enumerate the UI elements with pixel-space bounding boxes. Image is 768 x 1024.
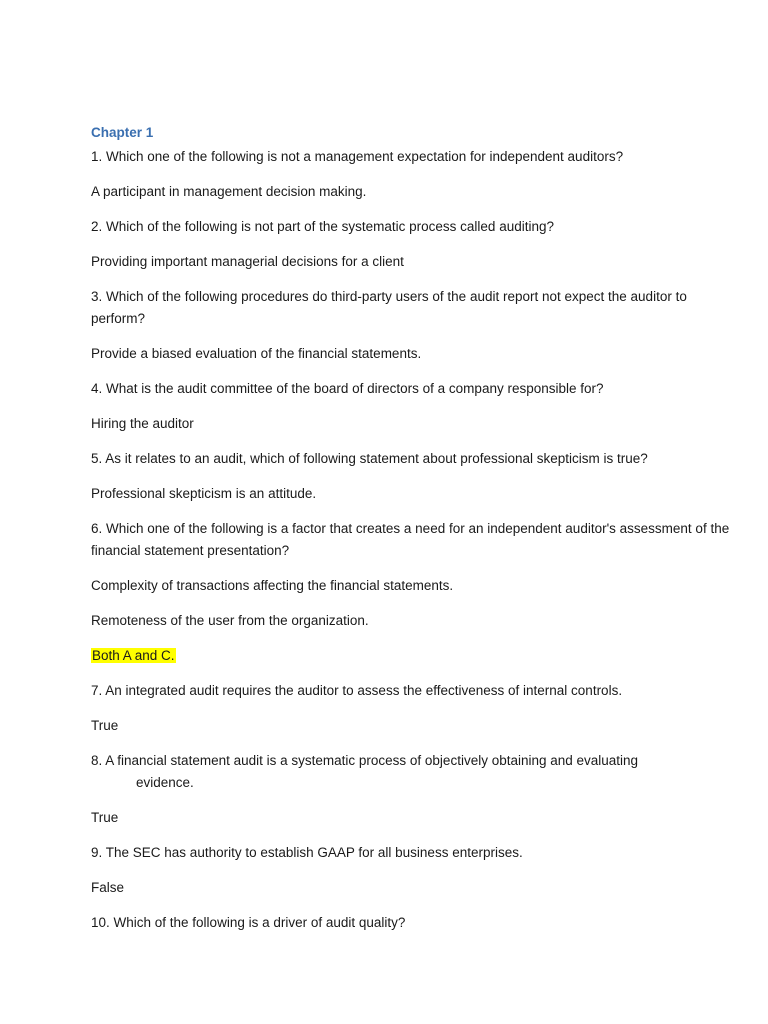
question-2: 2. Which of the following is not part of the systematic process called auditing? <box>91 219 554 234</box>
question-6: 6. Which one of the following is a factor that creates a need for an independent auditor's assessment of the financial statement presentation? <box>91 521 730 558</box>
question-8-line1: 8. A financial statement audit is a systematic process of objectively obtaining and evaluating <box>91 753 639 768</box>
answer-3: Provide a biased evaluation of the financial statements. <box>91 346 422 361</box>
question-4: 4. What is the audit committee of the board of directors of a company responsible for? <box>91 381 604 396</box>
answer-4: Hiring the auditor <box>91 416 194 431</box>
question-3: 3. Which of the following procedures do third-party users of the audit report not expect the auditor to perform? <box>91 289 687 326</box>
question-5: 5. As it relates to an audit, which of following statement about professional skepticism is true? <box>91 451 648 466</box>
question-9: 9. The SEC has authority to establish GAAP for all business enterprises. <box>91 845 523 860</box>
answer-8: True <box>91 810 119 825</box>
question-7: 7. An integrated audit requires the auditor to assess the effectiveness of internal controls. <box>91 683 623 698</box>
answer-6b: Remoteness of the user from the organization. <box>91 613 369 628</box>
answer-6c-wrapper <box>91 645 731 667</box>
answer-6a: Complexity of transactions affecting the financial statements. <box>91 578 454 593</box>
answer-2: Providing important managerial decisions for a client <box>91 254 404 269</box>
chapter-heading: Chapter 1 <box>91 125 154 140</box>
answer-5: Professional skepticism is an attitude. <box>91 486 317 501</box>
question-8-line2: evidence. <box>136 775 194 790</box>
document-content <box>91 124 731 947</box>
answer-7: True <box>91 718 119 733</box>
question-10: 10. Which of the following is a driver of audit quality? <box>91 915 406 930</box>
answer-1: A participant in management decision making. <box>91 184 367 199</box>
answer-6c-highlighted: Both A and C. <box>92 648 175 663</box>
question-1: 1. Which one of the following is not a management expectation for independent auditors? <box>91 149 624 164</box>
answer-9: False <box>91 880 125 895</box>
question-8 <box>91 750 731 794</box>
